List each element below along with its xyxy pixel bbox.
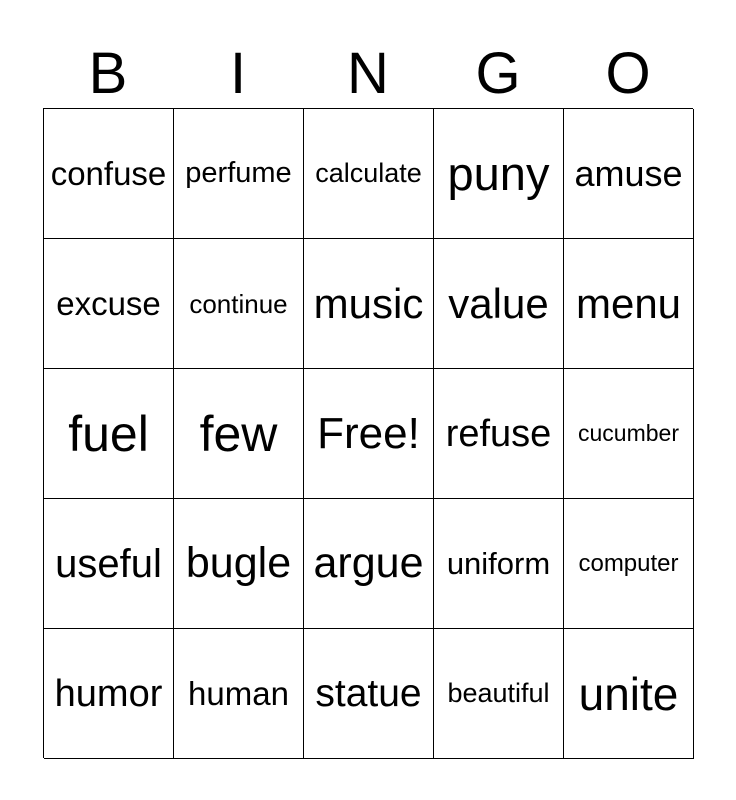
bingo-word: fuel [68,405,149,462]
bingo-cell[interactable] [304,499,434,629]
bingo-cell[interactable] [44,109,174,239]
bingo-word: unite [578,667,679,720]
bingo-word: computer [578,549,679,577]
bingo-header [43,40,693,108]
bingo-cell[interactable] [174,109,304,239]
bingo-cell[interactable] [564,629,694,759]
free-space-cell[interactable] [304,369,434,499]
bingo-cell[interactable] [174,369,304,499]
bingo-word: beautiful [447,678,550,708]
bingo-cell[interactable] [304,109,434,239]
bingo-cell[interactable] [564,369,694,499]
bingo-cell[interactable] [564,499,694,629]
bingo-word: confuse [50,155,167,192]
bingo-word: uniform [446,546,551,581]
bingo-cell[interactable] [304,239,434,369]
bingo-word: bugle [185,539,292,587]
bingo-word: perfume [185,157,292,189]
bingo-word: calculate [315,158,422,188]
bingo-cell[interactable] [434,499,564,629]
bingo-cell[interactable] [304,629,434,759]
bingo-word: argue [313,539,424,587]
bingo-card [43,108,693,758]
bingo-word: human [188,675,289,712]
bingo-word: continue [189,288,288,319]
bingo-word: value [448,279,549,327]
bingo-cell[interactable] [434,239,564,369]
header-letter-b: B [88,41,128,106]
bingo-cell[interactable] [434,109,564,239]
bingo-word: menu [575,279,682,327]
header-letter-n: N [347,41,389,106]
free-space-label: Free! [317,408,420,458]
header-letter-o: O [605,41,651,106]
bingo-cell[interactable] [174,239,304,369]
bingo-cell[interactable] [174,499,304,629]
bingo-cell[interactable] [434,369,564,499]
bingo-word: music [313,279,424,327]
header-letter-g: G [475,41,521,106]
bingo-cell[interactable] [44,499,174,629]
bingo-word: statue [315,672,422,715]
bingo-cell[interactable] [434,629,564,759]
bingo-word: excuse [56,285,161,322]
bingo-cell[interactable] [44,369,174,499]
bingo-cell[interactable] [564,239,694,369]
bingo-word: puny [447,147,550,200]
bingo-word: amuse [574,152,683,194]
bingo-cell[interactable] [44,239,174,369]
bingo-cell[interactable] [174,629,304,759]
header-letter-i: I [229,41,247,106]
bingo-word: useful [55,541,162,586]
bingo-cell[interactable] [564,109,694,239]
bingo-cell[interactable] [44,629,174,759]
bingo-word: few [199,405,278,462]
bingo-word: cucumber [578,420,679,446]
bingo-word: refuse [445,412,552,455]
bingo-word: humor [54,672,163,715]
